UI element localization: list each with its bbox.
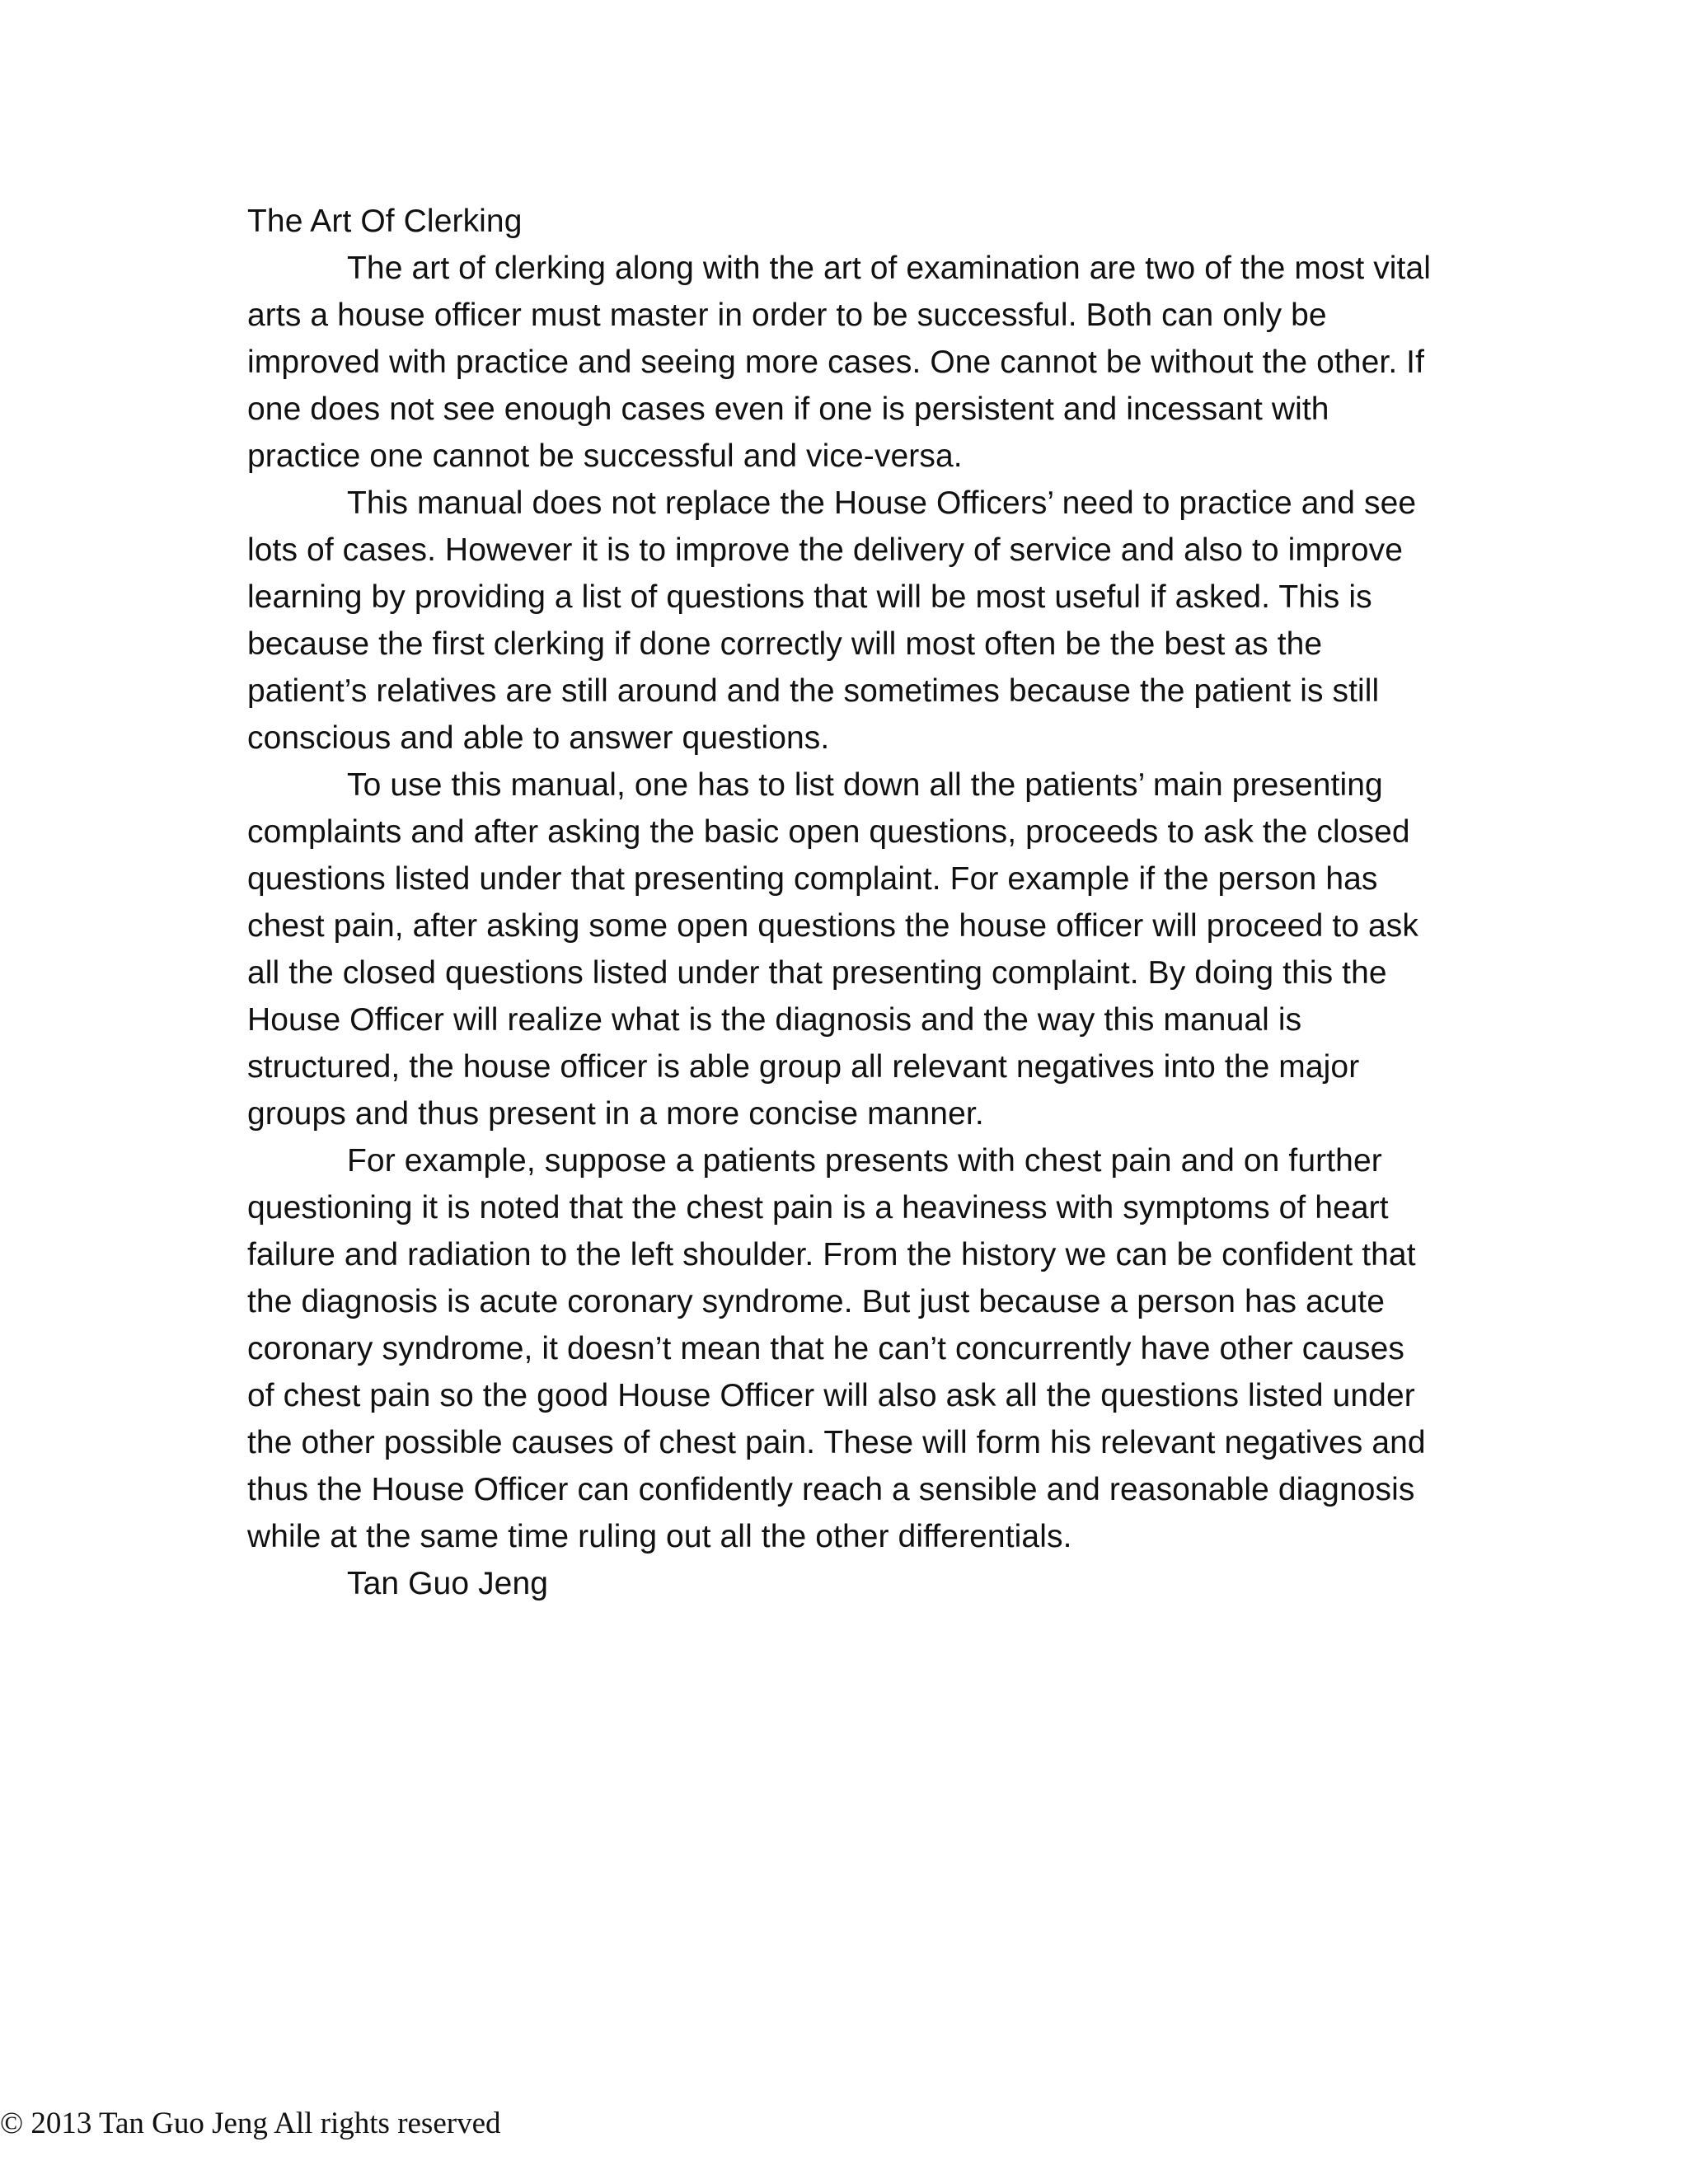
paragraph-3: To use this manual, one has to list down all the patients’ main presenting complaints and after asking the basic open questions, proceeds to ask the closed questions listed under that presenting complaint. For example if the person has chest pain, after asking some open questions the house officer will proceed to ask all the closed questions listed under that presenting complaint. By doing this the House Officer will realize what is the diagnosis and the way this manual is structured, the house officer is able group all relevant negatives into the major groups and thus present in a more concise manner. <box>247 767 1418 1132</box>
paragraph-4: For example, suppose a patients presents with chest pain and on further questioning it is noted that the chest pain is a heaviness with symptoms of heart failure and radiation to the left shoulder. From the history we can be confident that the diagnosis is acute coronary syndrome. But just because a person has acute coronary syndrome, it doesn’t mean that he can’t concurrently have other causes of chest pain so the good House Officer will also ask all the questions listed under the other possible causes of chest pain. These will form his relevant negatives and thus the House Officer can confidently reach a sensible and reasonable diagnosis while at the same time ruling out all the other differentials. <box>247 1143 1426 1554</box>
author-signature: Tan Guo Jeng <box>347 1566 549 1601</box>
document-title: The Art Of Clerking <box>247 204 523 239</box>
paragraph-1: The art of clerking along with the art of examination are two of the most vital arts a house officer must master in order to be successful. Both can only be improved with practice and seeing more cases. One cannot be without the other. If one does not see enough cases even if one is persistent and incessant with practice one cannot be successful and vice-versa. <box>247 251 1432 474</box>
paragraph-2: This manual does not replace the House Officers’ need to practice and see lots of cases. However it is to improve the delivery of service and also to improve learning by providing a list of questions that will be most useful if asked. This is because the first clerking if done correctly will most often be the best as the patient’s relatives are still around and the sometimes because the patient is still conscious and able to answer questions. <box>247 485 1417 756</box>
copyright-footer: © 2013 Tan Guo Jeng All rights reserved <box>0 2107 501 2140</box>
document-body <box>247 198 1434 1607</box>
